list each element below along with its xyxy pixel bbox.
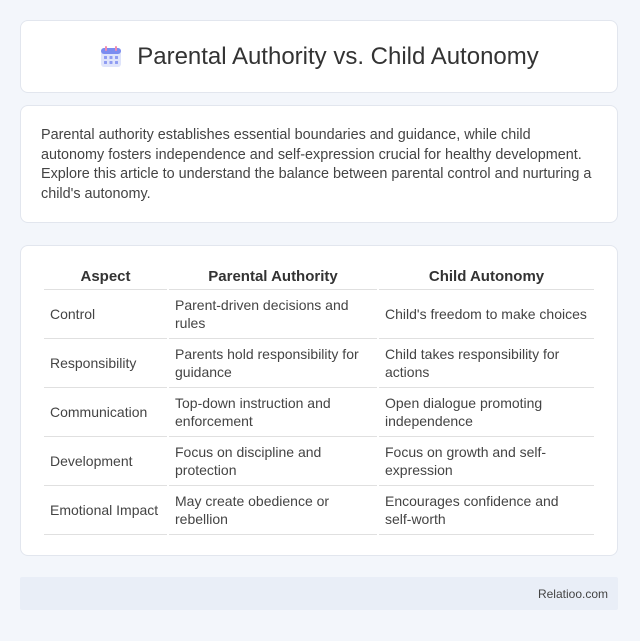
cell-parental: Parents hold responsibility for guidance — [169, 339, 377, 388]
cell-aspect: Responsibility — [44, 339, 167, 388]
cell-aspect: Development — [44, 437, 167, 486]
cell-child: Encourages confidence and self-worth — [379, 486, 594, 535]
comparison-table — [42, 264, 596, 535]
header-aspect: Aspect — [44, 264, 167, 290]
cell-child: Open dialogue promoting independence — [379, 388, 594, 437]
table-row — [44, 437, 594, 486]
cell-child: Child's freedom to make choices — [379, 290, 594, 339]
intro-card — [20, 105, 618, 223]
table-row — [44, 486, 594, 535]
cell-child: Child takes responsibility for actions — [379, 339, 594, 388]
page-title: Parental Authority vs. Child Autonomy — [137, 42, 539, 70]
table-row — [44, 388, 594, 437]
intro-text: Parental authority establishes essential boundaries and guidance, while child autonomy fosters independence and self-expression crucial for healthy development. Explore this article to understand the balance between parental control and nurturing a child's autonomy. — [41, 127, 592, 202]
cell-parental: Focus on discipline and protection — [169, 437, 377, 486]
header-parental-authority: Parental Authority — [169, 264, 377, 290]
table-row — [44, 290, 594, 339]
cell-parental: Parent-driven decisions and rules — [169, 290, 377, 339]
cell-aspect: Control — [44, 290, 167, 339]
calendar-icon — [99, 45, 123, 69]
footer-site-link[interactable]: Relatioo.com — [537, 586, 608, 601]
table-row — [44, 339, 594, 388]
cell-aspect: Emotional Impact — [44, 486, 167, 535]
cell-child: Focus on growth and self-expression — [379, 437, 594, 486]
footer — [20, 577, 618, 610]
table-card — [20, 245, 618, 556]
cell-parental: Top-down instruction and enforcement — [169, 388, 377, 437]
cell-aspect: Communication — [44, 388, 167, 437]
title-card — [20, 20, 618, 93]
header-child-autonomy: Child Autonomy — [379, 264, 594, 290]
cell-parental: May create obedience or rebellion — [169, 486, 377, 535]
table-header-row — [44, 264, 594, 290]
